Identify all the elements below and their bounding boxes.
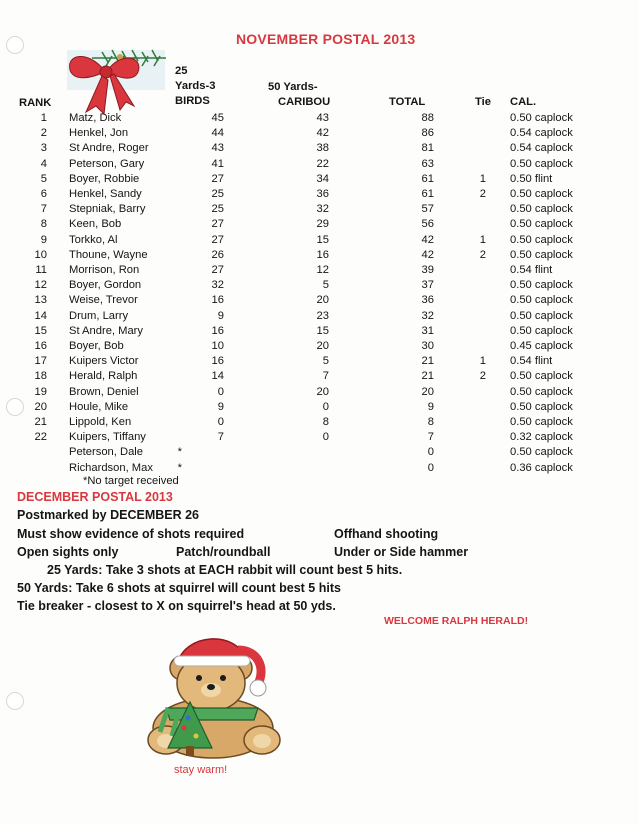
row-caliber: 0.50 flint (510, 172, 553, 185)
row-rank: 10 (34, 248, 47, 261)
row-tie: 2 (479, 248, 486, 261)
row-25-yards: 0 (217, 416, 224, 428)
row-caliber: 0.50 caplock (510, 294, 573, 307)
row-25-yards: 7 (217, 431, 224, 444)
punch-hole-top (6, 36, 24, 54)
row-rank: 22 (34, 431, 47, 444)
row-rank: 9 (40, 233, 47, 246)
row-name: Lippold, Ken (69, 416, 132, 428)
row-caliber: 0.50 caplock (510, 446, 573, 459)
row-total: 37 (421, 279, 434, 292)
row-caliber: 0.50 caplock (510, 416, 573, 428)
row-name: Thoune, Wayne (69, 248, 148, 261)
row-total: 88 (421, 112, 434, 124)
row-50-yards: 8 (322, 416, 329, 428)
row-25-yards: 41 (211, 157, 224, 170)
row-25-yards: 16 (211, 355, 224, 368)
row-name: Morrison, Ron (69, 264, 140, 276)
header-rank: RANK (19, 97, 52, 109)
row-name: Peterson, Gary (69, 157, 145, 170)
stay-warm-caption: stay warm! (174, 764, 228, 776)
december-title: DECEMBER POSTAL 2013 (17, 490, 173, 504)
row-caliber: 0.50 caplock (510, 370, 573, 383)
row-25-yards: 44 (211, 127, 224, 140)
row-total: 63 (421, 157, 434, 170)
row-name: Matz, Dick (69, 112, 122, 124)
header-total: TOTAL (389, 96, 426, 108)
row-name: Boyer, Bob (69, 340, 124, 352)
row-rank: 7 (40, 203, 47, 216)
row-total: 57 (421, 203, 434, 216)
row-caliber: 0.50 caplock (510, 385, 573, 398)
row-name: Kuipers Victor (69, 355, 139, 368)
row-rank: 4 (40, 157, 47, 170)
christmas-bow-icon (62, 44, 170, 116)
header-25-yards: 25 Yards-3 BIRDS (175, 65, 216, 107)
row-50-yards: 16 (316, 248, 329, 261)
row-50-yards: 36 (316, 188, 329, 200)
row-name: Weise, Trevor (69, 294, 138, 307)
row-rank: 13 (34, 294, 47, 307)
row-caliber: 0.50 caplock (510, 188, 573, 200)
row-rank: 15 (34, 324, 47, 337)
row-total: 42 (421, 233, 434, 246)
row-total: 81 (421, 142, 434, 155)
row-total: 32 (421, 309, 434, 322)
footnote: *No target received (83, 475, 179, 487)
row-caliber: 0.50 caplock (510, 157, 573, 170)
welcome-message: WELCOME RALPH HERALD! (384, 615, 529, 627)
row-50-yards: 22 (316, 157, 329, 170)
row-tie: 1 (479, 355, 486, 368)
row-rank: 1 (40, 112, 47, 124)
row-name: Henkel, Sandy (69, 188, 142, 200)
row-name: Henkel, Jon (69, 127, 129, 140)
row-total: 42 (421, 248, 434, 261)
row-name: Brown, Deniel (69, 385, 139, 398)
row-total: 0 (427, 446, 434, 459)
row-rank: 20 (34, 400, 47, 413)
row-25-yards: 27 (211, 264, 224, 276)
row-50-yards: 23 (316, 309, 329, 322)
row-name: Drum, Larry (69, 309, 129, 322)
row-total: 21 (421, 370, 434, 383)
row-rank: 12 (34, 279, 47, 292)
row-25-yards: 25 (211, 203, 224, 216)
row-caliber: 0.50 caplock (510, 309, 573, 322)
row-50-yards: 34 (316, 172, 329, 185)
row-total: 0 (427, 461, 434, 474)
tie-breaker-rule: Tie breaker - closest to X on squirrel's head at 50 yds. (17, 599, 336, 613)
row-rank: 3 (40, 142, 47, 155)
row-tie: 1 (479, 172, 486, 185)
row-total: 61 (421, 172, 434, 185)
row-name: Keen, Bob (69, 218, 122, 231)
row-caliber: 0.50 caplock (510, 248, 573, 261)
row-50-yards: 5 (322, 279, 329, 292)
row-total: 31 (421, 324, 434, 337)
row-rank: 11 (35, 264, 47, 276)
row-rank: 2 (40, 127, 47, 140)
row-name: Kuipers, Tiffany (69, 431, 146, 444)
row-total: 7 (427, 431, 434, 444)
row-25-yards: 16 (211, 294, 224, 307)
row-50-yards: 20 (316, 385, 329, 398)
row-caliber: 0.54 caplock (510, 127, 573, 140)
row-50-yards: 38 (316, 142, 329, 155)
row-rank: 5 (40, 172, 47, 185)
teddy-bear-icon (138, 628, 288, 760)
row-caliber: 0.50 caplock (510, 112, 573, 124)
row-caliber: 0.50 caplock (510, 203, 573, 216)
row-50-yards: 15 (316, 233, 329, 246)
row-25-yards: 10 (211, 340, 224, 352)
row-caliber: 0.54 flint (510, 264, 553, 276)
row-50-yards: 12 (316, 264, 329, 276)
evidence-rule: Must show evidence of shots required (17, 527, 245, 541)
row-25-yards: 25 (211, 188, 224, 200)
row-50-yards: 7 (322, 370, 329, 383)
row-25-yards: * (177, 461, 182, 474)
row-50-yards: 20 (316, 294, 329, 307)
row-caliber: 0.32 caplock (510, 431, 573, 444)
row-50-yards: 0 (322, 431, 329, 444)
row-25-yards: 27 (211, 233, 224, 246)
row-50-yards: 29 (316, 218, 329, 231)
row-50-yards: 0 (322, 400, 329, 413)
row-rank: 14 (34, 309, 47, 322)
row-25-yards: 32 (211, 279, 224, 292)
row-total: 30 (421, 340, 434, 352)
row-caliber: 0.50 caplock (510, 233, 573, 246)
row-25-yards: 0 (217, 385, 224, 398)
row-25-yards: 27 (211, 218, 224, 231)
row-rank: 6 (40, 188, 47, 200)
row-50-yards: 43 (316, 112, 329, 124)
row-caliber: 0.36 caplock (510, 461, 573, 474)
postmark-rule: Postmarked by DECEMBER 26 (17, 508, 200, 522)
punch-hole-bottom (6, 692, 24, 710)
row-50-yards: 32 (316, 203, 329, 216)
header-caliber: CAL. (510, 96, 537, 108)
row-50-yards: 15 (316, 324, 329, 337)
row-50-yards: 20 (316, 340, 329, 352)
row-25-yards: 9 (217, 400, 224, 413)
row-25-yards: 27 (211, 172, 224, 185)
row-name: Stepniak, Barry (69, 203, 146, 216)
row-name: Richardson, Max (69, 461, 153, 474)
row-caliber: 0.50 caplock (510, 400, 573, 413)
row-total: 56 (421, 218, 434, 231)
row-25-yards: 43 (211, 142, 224, 155)
row-25-yards: 45 (211, 112, 224, 124)
rule-25-yards: 25 Yards: Take 3 shots at EACH rabbit will count best 5 hits. (47, 563, 403, 577)
row-caliber: 0.45 caplock (510, 340, 573, 352)
header-tie: Tie (475, 96, 491, 108)
row-25-yards: 26 (211, 248, 224, 261)
row-name: Peterson, Dale (69, 446, 144, 459)
offhand-rule: Offhand shooting (334, 527, 439, 541)
row-total: 8 (427, 416, 434, 428)
row-25-yards: 14 (211, 370, 224, 383)
row-name: St Andre, Roger (69, 142, 149, 155)
row-tie: 2 (479, 188, 486, 200)
row-total: 20 (421, 385, 434, 398)
patch-rule: Patch/roundball (176, 545, 271, 559)
row-25-yards: 16 (211, 324, 224, 337)
row-total: 21 (421, 355, 434, 368)
row-rank: 8 (40, 218, 47, 231)
page-title: NOVEMBER POSTAL 2013 (236, 31, 416, 47)
row-caliber: 0.50 caplock (510, 279, 573, 292)
row-rank: 21 (34, 416, 47, 428)
row-name: Houle, Mike (69, 400, 129, 413)
row-tie: 1 (479, 233, 486, 246)
row-rank: 16 (34, 340, 47, 352)
row-25-yards: * (177, 446, 182, 459)
header-50-yards: 50 Yards- CARIBOU (268, 81, 331, 108)
row-total: 39 (421, 264, 434, 276)
row-50-yards: 42 (316, 127, 329, 140)
row-50-yards: 5 (322, 355, 329, 368)
row-tie: 2 (479, 370, 486, 383)
row-caliber: 0.54 flint (510, 355, 553, 368)
row-total: 61 (421, 188, 434, 200)
row-total: 36 (421, 294, 434, 307)
row-name: Boyer, Robbie (69, 172, 140, 185)
row-name: St Andre, Mary (69, 324, 143, 337)
row-name: Boyer, Gordon (69, 279, 142, 292)
row-25-yards: 9 (217, 309, 224, 322)
open-sights-rule: Open sights only (17, 545, 119, 559)
row-rank: 19 (34, 385, 47, 398)
rule-50-yards: 50 Yards: Take 6 shots at squirrel will count best 5 hits (17, 581, 341, 595)
row-total: 86 (421, 127, 434, 140)
row-name: Herald, Ralph (69, 370, 138, 383)
row-caliber: 0.54 caplock (510, 142, 573, 155)
row-caliber: 0.50 caplock (510, 324, 573, 337)
row-rank: 18 (34, 370, 47, 383)
row-name: Torkko, Al (69, 233, 118, 246)
row-total: 9 (427, 400, 434, 413)
row-rank: 17 (34, 355, 47, 368)
row-caliber: 0.50 caplock (510, 218, 573, 231)
hammer-rule: Under or Side hammer (334, 545, 469, 559)
